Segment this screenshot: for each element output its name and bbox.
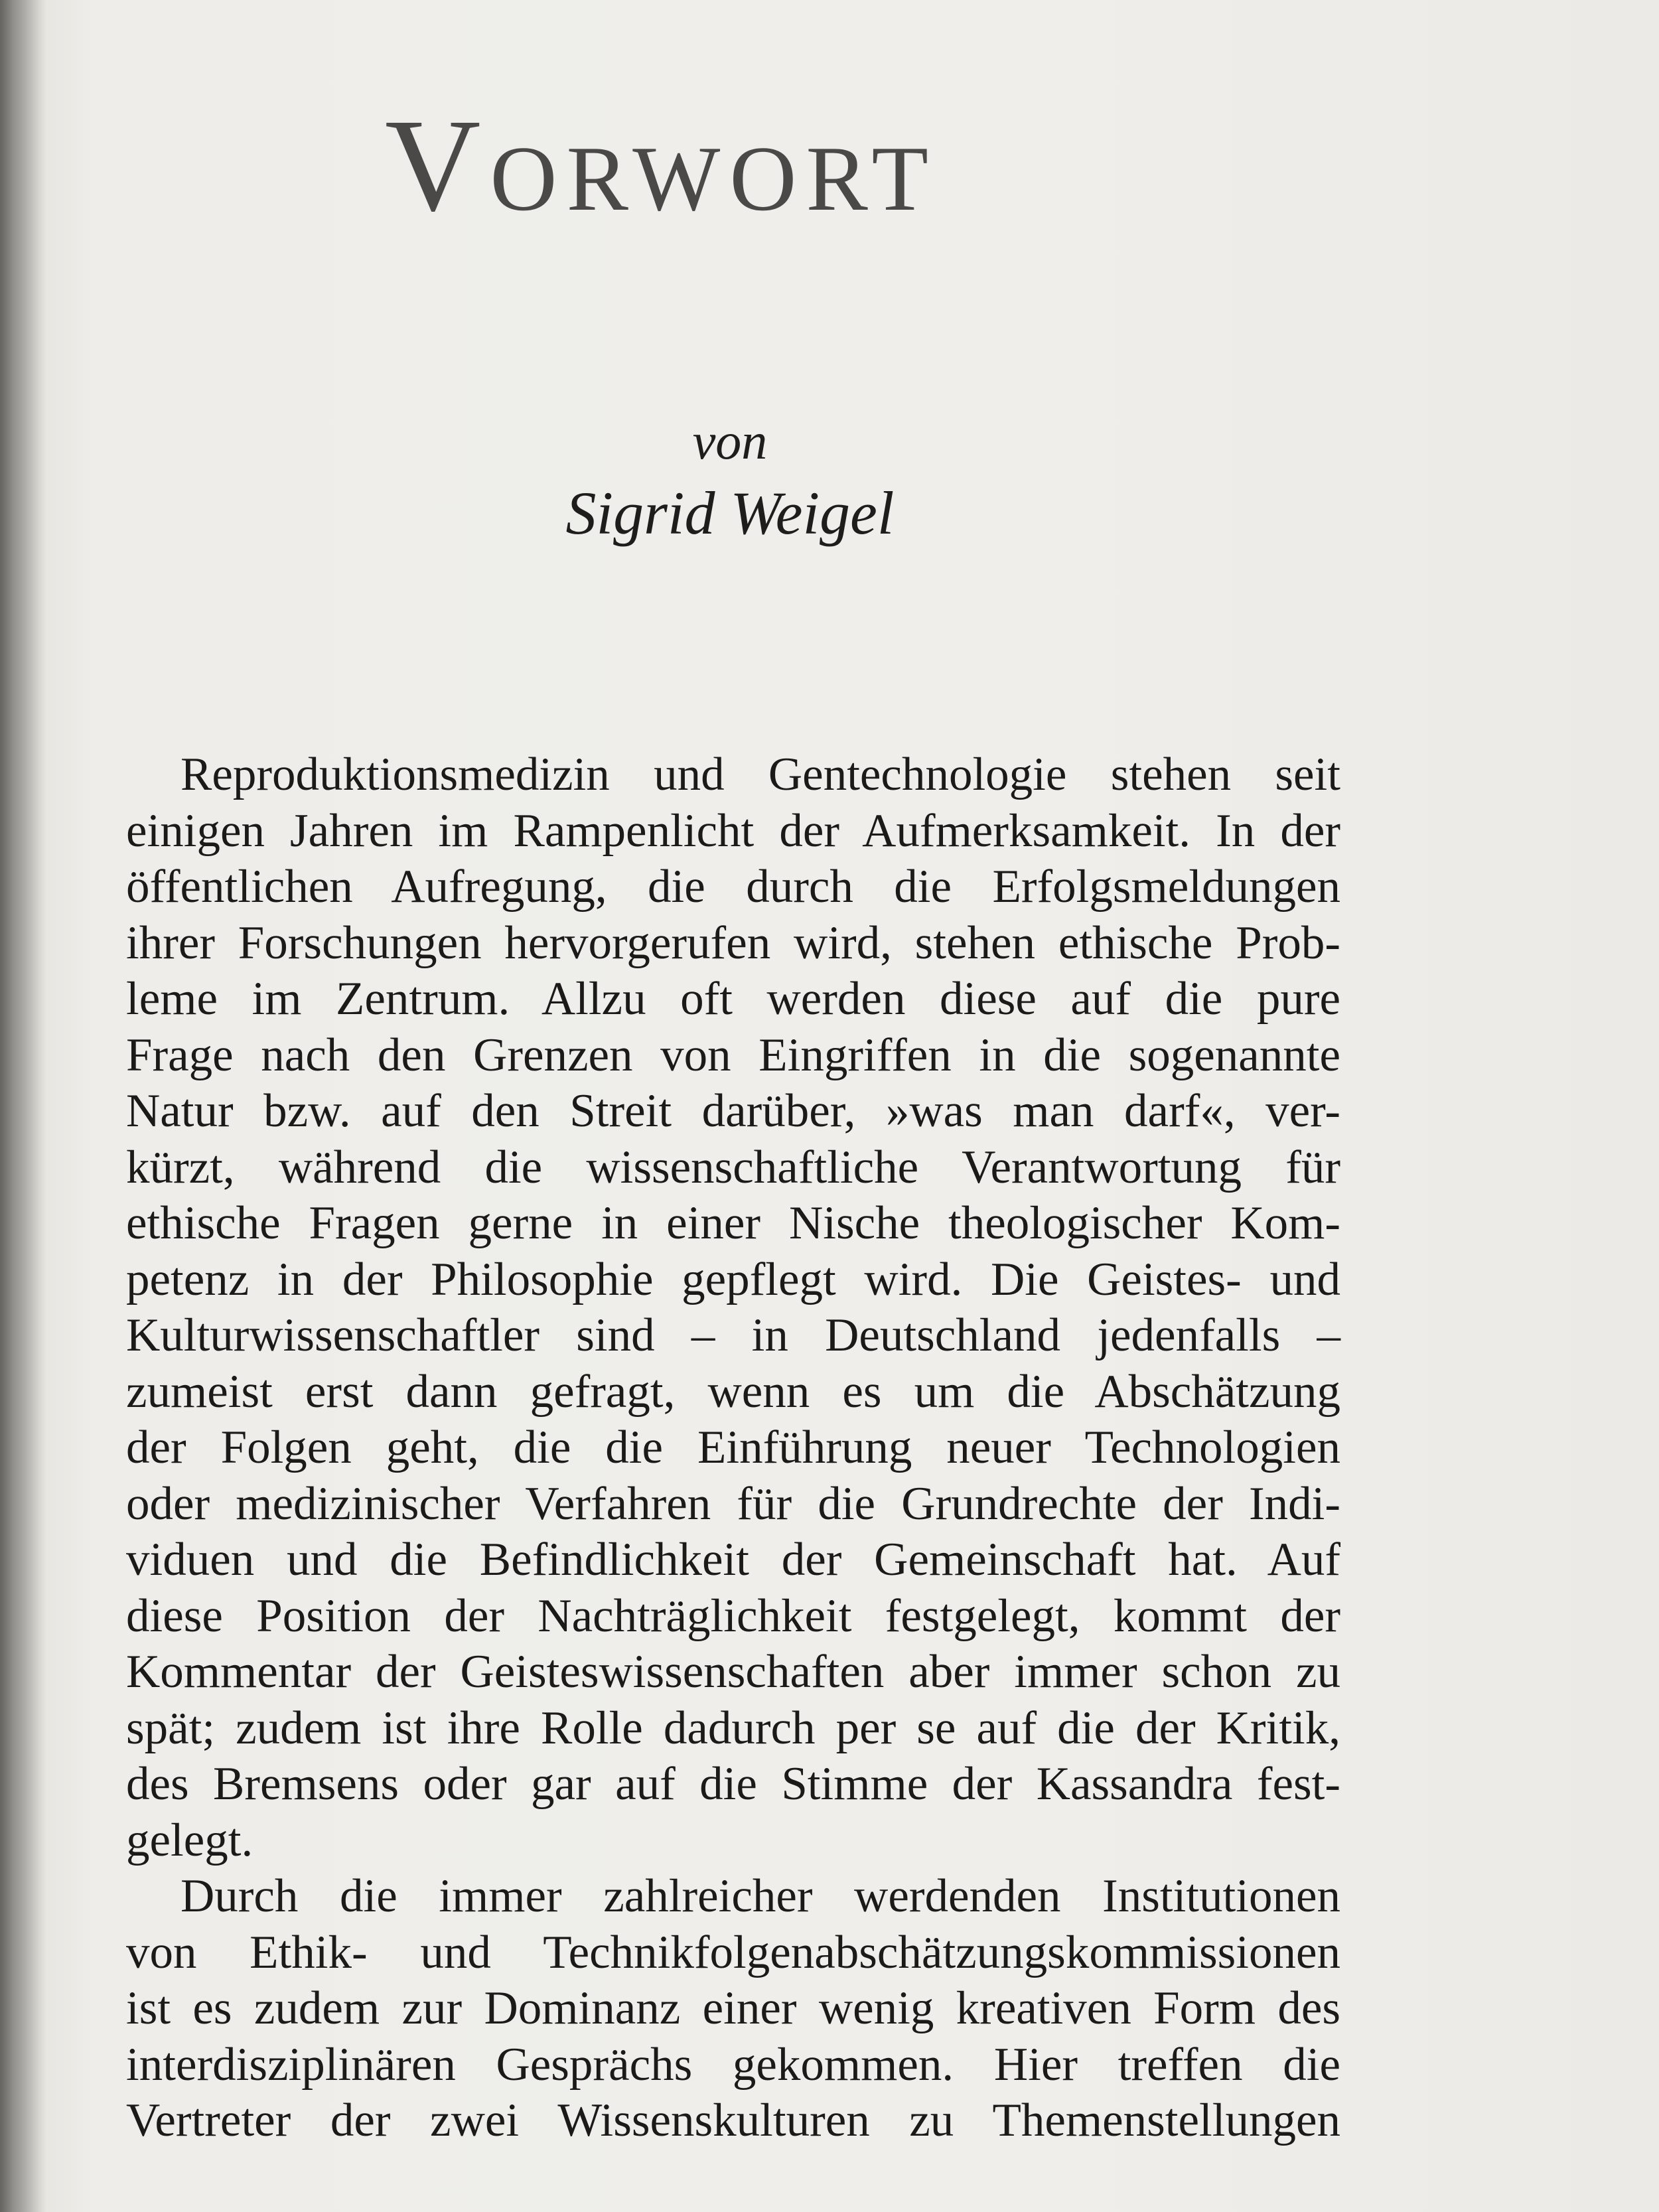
text-line: zumeist erst dann gefragt, wenn es um die Abschätzung: [126, 1365, 1340, 1418]
text-line: öffentlichen Aufregung, die durch die Erfolgsmeldungen: [126, 861, 1340, 913]
text-line: leme im Zentrum. Allzu oft werden diese auf die pure: [126, 973, 1340, 1025]
text-line: einigen Jahren im Rampenlicht der Aufmerksamkeit. In der: [126, 804, 1340, 857]
paragraph-2: [126, 1868, 1340, 2149]
text-line: der Folgen geht, die die Einführung neuer Technologien: [126, 1422, 1340, 1473]
text-line: des Bremsens oder gar auf die Stimme der Kassandra fest-: [126, 1758, 1340, 1810]
text-line: Durch die immer zahlreicher werdenden Institutionen: [180, 1870, 1340, 1922]
chapter-title: Vorwort: [385, 92, 938, 239]
text-line: interdisziplinären Gesprächs gekommen. Hier treffen die: [126, 2038, 1340, 2091]
text-line: ihrer Forschungen hervorgerufen wird, stehen ethische Prob-: [126, 917, 1340, 969]
text-line: von Ethik- und Technikfolgenabschätzungskommissionen: [126, 1926, 1340, 1978]
text-line: spät; zudem ist ihre Rolle dadurch per se auf die der Kritik,: [126, 1702, 1340, 1754]
text-line: Kulturwissenschaftler sind – in Deutschland jedenfalls –: [126, 1309, 1340, 1361]
text-line: oder medizinischer Verfahren für die Grundrechte der Indi-: [126, 1477, 1340, 1530]
paragraph-1: [126, 747, 1340, 1868]
text-line: diese Position der Nachträglichkeit festgelegt, kommt der: [126, 1589, 1340, 1642]
body-text: [126, 747, 1340, 2149]
text-line: petenz in der Philosophie gepflegt wird. Die Geistes- und: [126, 1253, 1340, 1305]
text-line: viduen und die Befindlichkeit der Gemeinschaft hat. Auf: [126, 1534, 1340, 1585]
text-line: Kommentar der Geisteswissenschaften aber immer schon zu: [126, 1646, 1340, 1698]
text-line: ethische Fragen gerne in einer Nische theologischer Kom-: [126, 1197, 1340, 1249]
text-line: Vertreter der zwei Wissenskulturen zu Themenstellungen: [126, 2095, 1340, 2146]
text-line: gelegt.: [126, 1814, 253, 1866]
text-line: Natur bzw. auf den Streit darüber, »was man darf«, ver-: [126, 1085, 1340, 1137]
byline-prefix: von: [692, 412, 768, 470]
text-line: kürzt, während die wissenschaftliche Verantwortung für: [126, 1141, 1340, 1193]
book-spine-shadow: [0, 0, 46, 2212]
text-line: Frage nach den Grenzen von Eingriffen in die sogenannte: [126, 1029, 1340, 1081]
author-name: Sigrid Weigel: [565, 479, 895, 547]
text-line: Reproduktionsmedizin und Gentechnologie stehen seit: [180, 749, 1340, 800]
text-line: ist es zudem zur Dominanz einer wenig kreativen Form des: [126, 1982, 1340, 2034]
